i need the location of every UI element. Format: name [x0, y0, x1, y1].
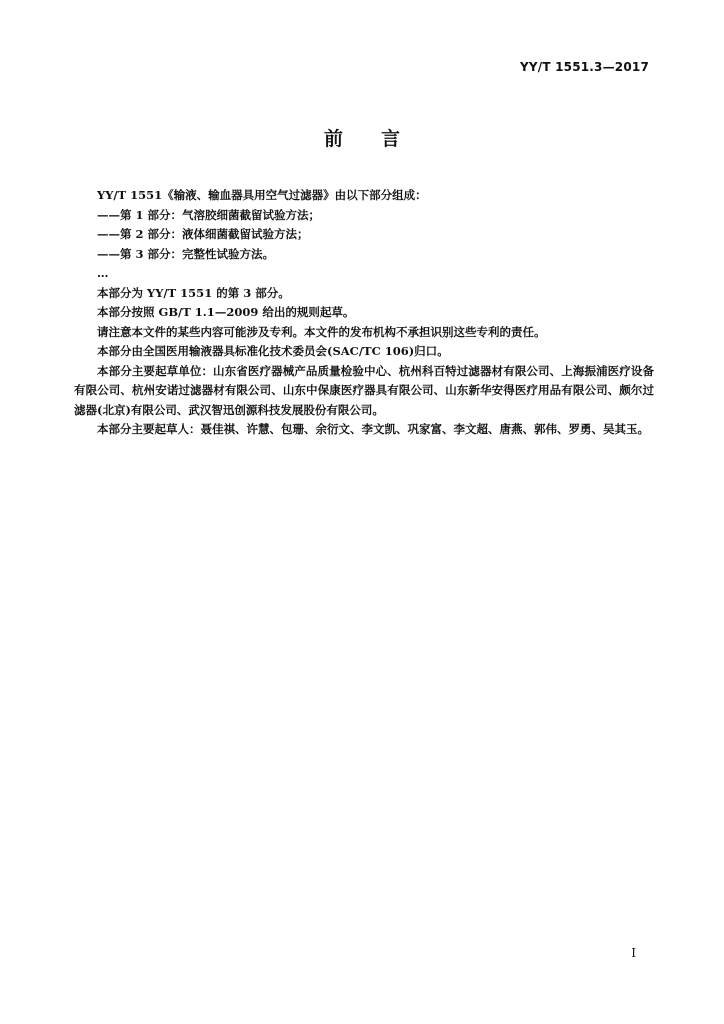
- standard-code: YY/T 1551.3—2017: [519, 60, 649, 74]
- part-of-paragraph: 本部分为 YY/T 1551 的第 3 部分。: [97, 285, 290, 300]
- drafters-paragraph: 本部分主要起草人：聂佳祺、许慧、包珊、余衍文、李文凯、巩家富、李文超、唐燕、郭伟、罗勇、吴其玉。: [97, 422, 649, 436]
- intro-paragraph: YY/T 1551《输液、输血器具用空气过滤器》由以下部分组成：: [97, 188, 427, 202]
- foreword-body: [74, 186, 654, 440]
- proposed-by-paragraph: 本部分由全国医用输液器具标准化技术委员会(SAC/TC 106)归口。: [97, 344, 449, 358]
- part-list-ellipsis: …: [97, 266, 109, 280]
- patent-notice-paragraph: 请注意本文件的某些内容可能涉及专利。本文件的发布机构不承担识别这些专利的责任。: [97, 324, 546, 339]
- page-title: 前言: [323, 128, 438, 150]
- drafting-rules-paragraph: 本部分按照 GB/T 1.1—2009 给出的规则起草。: [97, 305, 355, 319]
- part-list-item: ——第 1 部分：气溶胶细菌截留试验方法；: [97, 207, 321, 222]
- drafting-units-paragraph: 本部分主要起草单位：山东省医疗器械产品质量检验中心、杭州科百特过滤器材有限公司、上海振浦医疗设备有限公司、杭州安诺过滤器材有限公司、山东中保康医疗器具有限公司、山东新华安得医疗用品有限公司、颇尔过滤器(北京)有限公司、武汉智迅创源科技发展股份有限公司。: [74, 363, 654, 417]
- part-list-item: ——第 3 部分：完整性试验方法。: [97, 246, 275, 261]
- part-list-item: ——第 2 部分：液体细菌截留试验方法；: [97, 227, 309, 241]
- page-number: I: [631, 946, 636, 960]
